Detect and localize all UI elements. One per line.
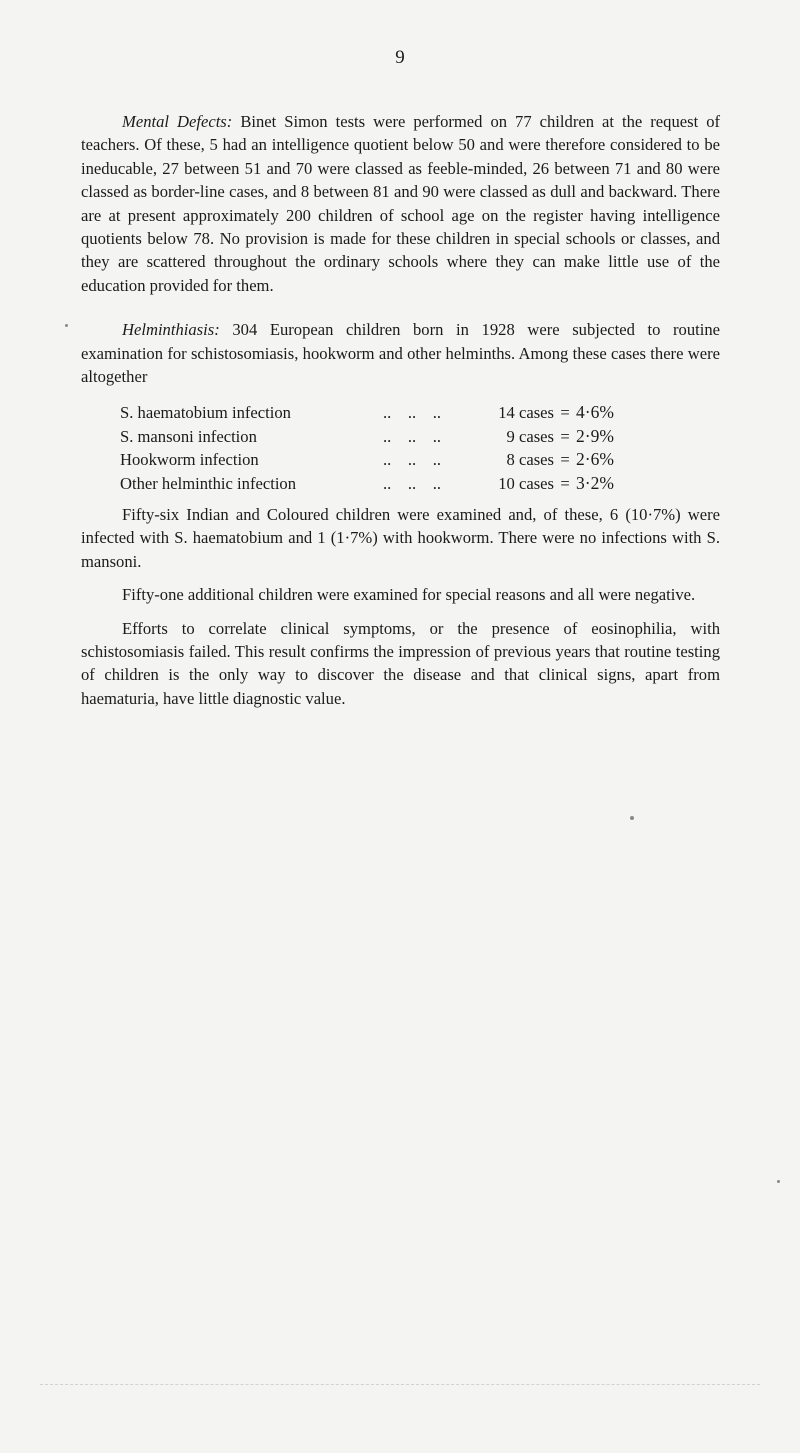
infection-name: Hookworm infection [120,450,259,470]
infection-percent: 4·6% [576,402,614,423]
table-row [120,425,650,448]
paragraph-indian-coloured: Fifty-six Indian and Coloured children were examined and, of these, 6 (10·7%) were infected with S. haematobium and 1 (1·7%) with hookworm. There were no infections with S. mansoni. [81,505,720,571]
equals-sign: = [560,473,570,493]
mental-defects-text: Binet Simon tests were performed on 77 children at the request of teachers. Of these, 5 had an intelligence quotient below 50 and were therefore considered to be ineducable, 27 between 51 and 70 were classed as feeble-minded, 26 between 71 and 80 were classed as border-line cases, and 8 between 81 and 90 were classed as dull and backward. There are at present approximately 200 children of school age on the register having intelligence quotients below 78. No provision is made for these children in special schools or classes, and they are scattered throughout the ordinary schools where they can make little use of the education provided for them. [81,112,721,295]
infection-cases: 10 cases [498,473,554,493]
infection-cases: 14 cases [498,403,554,423]
equals-sign: = [560,403,570,423]
infection-name: Other helminthic infection [120,473,297,493]
leader-dots: .. .. .. [383,426,442,446]
infection-percent: 2·6% [576,449,614,470]
leader-dots: .. .. .. [383,473,442,493]
scan-speck [65,324,68,327]
scan-artifact-line [40,1384,760,1385]
leader-dots: .. .. .. [383,450,442,470]
infection-name: S. mansoni infection [120,426,257,446]
leader-dots: .. .. .. [383,403,442,423]
paragraph-helminthiasis [81,318,720,388]
scan-speck [777,1180,780,1183]
table-row [120,472,650,495]
infection-name: S. haematobium infection [120,403,291,423]
paragraph-additional: Fifty-one additional children were examined for special reasons and all were negative. [122,585,696,605]
heading-mental-defects: Mental Defects: [122,112,233,131]
heading-helminthiasis: Helminthiasis: [122,320,220,340]
table-row [120,401,650,424]
infection-cases: 8 cases [506,450,554,470]
paragraph-mental-defects [81,110,720,297]
infection-cases: 9 cases [506,426,554,446]
page-body [81,110,720,710]
infection-percent: 2·9% [576,425,614,446]
scan-speck [630,816,634,820]
equals-sign: = [560,426,570,446]
table-row [120,448,650,471]
equals-sign: = [560,450,570,470]
infection-percent: 3·2% [576,472,614,493]
infection-table [120,401,650,495]
page-number: 9 [395,47,405,68]
paragraph-efforts: Efforts to correlate clinical symptoms, or the presence of eosinophilia, with schistosomiasis failed. This result confirms the impression of previous years that routine testing of children is the only way to discover the disease and that clinical signs, apart from haematuria, have little diagnostic value. [81,618,720,708]
helminthiasis-text: 304 European children born in 1928 were subjected to routine examination for schistosomiasis, hookworm and other helminths. Among these cases there were altogether [81,320,721,387]
